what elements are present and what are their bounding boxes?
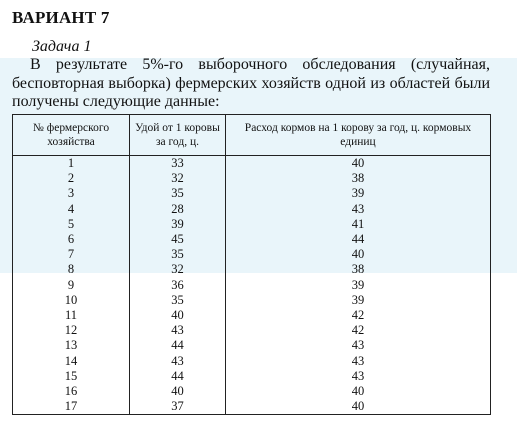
cell-farm: 6 [13, 232, 130, 247]
task-intro-text: В результате 5%-го выборочного обследования (случайная, бесповторная выборка) фермерских хозяйств одной из областей были получены следующие данные: [12, 56, 490, 110]
cell-feed: 40 [226, 384, 491, 399]
cell-yield: 40 [130, 308, 226, 323]
task-label: Задача 1 [32, 38, 92, 55]
cell-feed: 39 [226, 293, 491, 308]
table-row [13, 384, 491, 399]
cell-farm: 17 [13, 399, 130, 415]
table-row [13, 156, 491, 172]
cell-yield: 39 [130, 217, 226, 232]
cell-yield: 35 [130, 293, 226, 308]
cell-farm: 14 [13, 354, 130, 369]
table-row [13, 338, 491, 353]
cell-farm: 2 [13, 171, 130, 186]
cell-yield: 32 [130, 262, 226, 277]
cell-feed: 43 [226, 369, 491, 384]
table-row [13, 354, 491, 369]
cell-farm: 13 [13, 338, 130, 353]
cell-farm: 16 [13, 384, 130, 399]
cell-farm: 9 [13, 278, 130, 293]
cell-farm: 5 [13, 217, 130, 232]
table-row [13, 369, 491, 384]
cell-feed: 42 [226, 323, 491, 338]
cell-feed: 43 [226, 354, 491, 369]
cell-farm: 10 [13, 293, 130, 308]
table-row [13, 202, 491, 217]
cell-yield: 36 [130, 278, 226, 293]
cell-yield: 45 [130, 232, 226, 247]
cell-farm: 1 [13, 156, 130, 172]
cell-feed: 44 [226, 232, 491, 247]
cell-feed: 38 [226, 262, 491, 277]
cell-feed: 41 [226, 217, 491, 232]
table-row [13, 232, 491, 247]
cell-feed: 39 [226, 186, 491, 201]
table-row [13, 293, 491, 308]
cell-yield: 40 [130, 384, 226, 399]
cell-yield: 44 [130, 369, 226, 384]
farm-data-table [12, 114, 491, 415]
cell-farm: 3 [13, 186, 130, 201]
cell-yield: 32 [130, 171, 226, 186]
table-row [13, 278, 491, 293]
cell-feed: 42 [226, 308, 491, 323]
cell-yield: 28 [130, 202, 226, 217]
cell-farm: 11 [13, 308, 130, 323]
table-row [13, 186, 491, 201]
table-row [13, 262, 491, 277]
cell-farm: 12 [13, 323, 130, 338]
header-milk-yield: Удой от 1 коровы за год, ц. [130, 115, 226, 156]
variant-title: ВАРИАНТ 7 [12, 8, 110, 27]
cell-feed: 40 [226, 247, 491, 262]
header-feed-consumption: Расход кормов на 1 корову за год, ц. кормовых единиц [226, 115, 491, 156]
table-row [13, 171, 491, 186]
cell-yield: 35 [130, 186, 226, 201]
cell-farm: 4 [13, 202, 130, 217]
cell-yield: 33 [130, 156, 226, 172]
cell-feed: 40 [226, 156, 491, 172]
cell-yield: 35 [130, 247, 226, 262]
cell-feed: 40 [226, 399, 491, 415]
cell-yield: 43 [130, 354, 226, 369]
cell-farm: 7 [13, 247, 130, 262]
cell-yield: 37 [130, 399, 226, 415]
table-row [13, 323, 491, 338]
cell-feed: 43 [226, 202, 491, 217]
table-header-row [13, 115, 491, 156]
cell-feed: 43 [226, 338, 491, 353]
cell-farm: 8 [13, 262, 130, 277]
cell-feed: 39 [226, 278, 491, 293]
header-farm-number: № фермерского хозяйства [13, 115, 130, 156]
table-row [13, 399, 491, 415]
table-row [13, 308, 491, 323]
cell-feed: 38 [226, 171, 491, 186]
cell-farm: 15 [13, 369, 130, 384]
table-row [13, 247, 491, 262]
table-row [13, 217, 491, 232]
cell-yield: 43 [130, 323, 226, 338]
cell-yield: 44 [130, 338, 226, 353]
